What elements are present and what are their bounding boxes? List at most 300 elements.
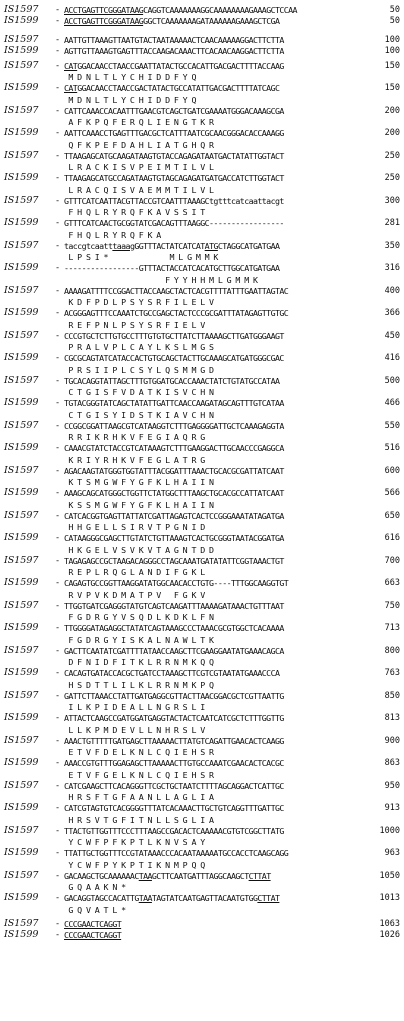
translation-row [0, 139, 404, 151]
sequence-label: IS1597 [4, 34, 39, 45]
nucleotide-sequence: TTGGTGATCGAGGGTATGTCAGTCAAGATTTAAAAGATAAACTGTTTAAT [64, 601, 284, 611]
sequence-label: IS1597 [4, 870, 39, 881]
position-number: 350 [384, 241, 400, 251]
translation-row [0, 724, 404, 736]
nucleotide-sequence: CATCACGGTGAGTTATTATCGATTAGAGTCACTCCGGGAAATATAGATGA [64, 511, 284, 521]
position-number: 150 [384, 83, 400, 94]
position-number: 800 [384, 646, 400, 656]
amino-acid-translation: E T V F D E L K N L C Q I E H S R [64, 747, 214, 758]
sequence-label: IS1597 [4, 600, 39, 611]
sequence-label: IS1597 [4, 60, 39, 71]
separator-dash: - [55, 5, 61, 15]
amino-acid-translation: F H Q L R Y R Q F K A V S S I T [64, 207, 205, 218]
separator-dash: - [55, 930, 61, 941]
amino-acid-translation: F G D R G Y I S K A L N A W L T K [64, 634, 214, 645]
separator-dash: - [55, 623, 61, 634]
sequence-label: IS1597 [4, 918, 39, 929]
sequence-row [0, 929, 404, 941]
separator-dash: - [55, 151, 61, 161]
amino-acid-translation: G Q A A K N * [64, 882, 126, 893]
translation-row [0, 71, 404, 83]
position-number: 50 [389, 5, 400, 15]
sequence-row [0, 330, 404, 342]
nucleotide-sequence: GATTCTTAAACCTATTGATGAGGCGTTACTTAACGGACGCTCGTTAATTG [64, 691, 284, 701]
amino-acid-translation: L P S I * M L G M M K [64, 252, 218, 263]
nucleotide-sequence [64, 15, 279, 27]
underlined-motif: ACCTGAGTTCGGGATAAG [64, 5, 144, 15]
translation-row [0, 454, 404, 466]
amino-acid-translation: K D F P D L P S Y S R F I L E L V [64, 297, 214, 308]
amino-acid-translation: K S S M G W F Y G F K L H A I I N [64, 499, 214, 510]
position-number: 300 [384, 196, 400, 206]
nucleotide-sequence [64, 60, 284, 72]
separator-dash: - [55, 556, 61, 566]
sequence-label: IS1599 [4, 487, 39, 499]
sequence-label: IS1599 [4, 45, 39, 57]
position-number: 750 [384, 601, 400, 611]
translation-row [0, 634, 404, 646]
position-number: 616 [384, 533, 400, 544]
sequence-label: IS1599 [4, 307, 39, 319]
translation-row [0, 116, 404, 128]
sequence-row [0, 4, 404, 16]
underlined-motif: CAT [64, 61, 78, 71]
position-number: 200 [384, 128, 400, 139]
nucleotide-sequence: AAAAGATTTTCCGGACTTACCAAGCTACTCACGTTTTATTTGAATTAGTAC [64, 286, 289, 296]
translation-row [0, 566, 404, 578]
amino-acid-translation: F H Q L R Y R Q F K A [64, 229, 161, 240]
position-number: 516 [384, 443, 400, 454]
sequence-label: IS1599 [4, 217, 39, 229]
sequence-label: IS1597 [4, 375, 39, 386]
sequence-row [0, 217, 404, 229]
separator-dash: - [55, 353, 61, 364]
translation-row [0, 274, 404, 286]
position-number: 1050 [379, 871, 400, 881]
amino-acid-translation: Y C W F P F K P T L K N V S A Y [64, 837, 205, 848]
amino-acid-translation: M D N L T L Y C H I D D F Y Q [64, 72, 196, 83]
amino-acid-translation: F Y Y H H M L G M M K [64, 274, 258, 285]
sequence-row [0, 757, 404, 769]
separator-dash: - [55, 16, 61, 27]
separator-dash: - [55, 196, 61, 206]
sequence-row [0, 510, 404, 522]
separator-dash: - [55, 601, 61, 611]
sequence-label: IS1599 [4, 929, 39, 941]
translation-row [0, 161, 404, 173]
separator-dash: - [55, 646, 61, 656]
sequence-row [0, 420, 404, 432]
amino-acid-translation: R E P L R Q G L A N D I F G K L [64, 567, 205, 578]
underlined-motif: CCCGAACTCAGGT [64, 919, 122, 929]
position-number: 450 [384, 331, 400, 341]
underlined-motif: ATG [204, 241, 218, 251]
sequence-label: IS1599 [4, 262, 39, 274]
nucleotide-sequence: ACGGGAGTTTCCAAATCTGCCGAGCTACTCCCGCGATTTATAGAGTTGTGC [64, 308, 289, 319]
translation-row [0, 296, 404, 308]
amino-acid-translation: E T V F G E L K N L C Q I E H S R [64, 769, 214, 780]
sequence-row [0, 577, 404, 589]
separator-dash: - [55, 128, 61, 139]
position-number: 100 [384, 46, 400, 57]
sequence-label: IS1599 [4, 757, 39, 769]
sequence-label: IS1597 [4, 150, 39, 161]
nucleotide-sequence [64, 4, 297, 16]
position-number: 863 [384, 758, 400, 769]
translation-row [0, 656, 404, 668]
nucleotide-sequence [64, 82, 279, 94]
amino-acid-translation: D F N I D F I T K L R R N M K Q Q [64, 657, 214, 668]
nucleotide-sequence: TAGAGAGCCGCTAAGACAGGGCCTAGCAAATGATATATTCGGTAAACTGT [64, 556, 284, 566]
underlined-motif: TAA [138, 893, 152, 904]
translation-row [0, 94, 404, 106]
position-number: 150 [384, 61, 400, 71]
amino-acid-translation: Y C W F P Y K P T I K N M P Q Q [64, 859, 205, 870]
sequence-row [0, 555, 404, 567]
sequence-label: IS1599 [4, 442, 39, 454]
translation-row [0, 499, 404, 511]
position-number: 713 [384, 623, 400, 634]
translation-row [0, 859, 404, 871]
separator-dash: - [55, 781, 61, 791]
sequence-label: IS1597 [4, 285, 39, 296]
translation-row [0, 319, 404, 331]
sequence-label: IS1599 [4, 127, 39, 139]
nucleotide-sequence [64, 870, 271, 882]
separator-dash: - [55, 691, 61, 701]
position-number: 913 [384, 803, 400, 814]
sequence-row [0, 45, 404, 57]
translation-row [0, 431, 404, 443]
sequence-row [0, 397, 404, 409]
separator-dash: - [55, 578, 61, 589]
nucleotide-sequence: TGTACGGGTATCAGCTATATTGATTCAACCAAGATAGCAGTTTGTCATAA [64, 398, 284, 409]
translation-row [0, 836, 404, 848]
amino-acid-translation: R R I K R H K V F E G I A Q R G [64, 432, 205, 443]
position-number: 281 [384, 218, 400, 229]
sequence-row [0, 307, 404, 319]
translation-row [0, 679, 404, 691]
position-number: 416 [384, 353, 400, 364]
sequence-label: IS1599 [4, 712, 39, 724]
nucleotide-sequence: -----------------GTTTACTACCATCACATGCTTGGCATGATGAA [64, 263, 280, 274]
underlined-motif: CCCGAACTCAGGT [64, 930, 122, 941]
underlined-motif: TAA [138, 871, 152, 881]
nucleotide-sequence: CCCGTGCTCTTGTGCCTTTGTGTGCTTATCTTAAAAGCTTGATGGGAAGT [64, 331, 284, 341]
separator-dash: - [55, 488, 61, 499]
sequence-label: IS1597 [4, 240, 39, 251]
sequence-label: IS1599 [4, 577, 39, 589]
nucleotide-sequence: CAAACGTATCTACCGTCATAAAGTCTTTGAAGGACTTGCAACCCGAGGCA [64, 443, 284, 454]
sequence-row [0, 892, 404, 904]
separator-dash: - [55, 466, 61, 476]
underlined-motif: CTTAT [248, 871, 271, 881]
position-number: 500 [384, 376, 400, 386]
sequence-label: IS1599 [4, 15, 39, 27]
position-number: 1013 [379, 893, 400, 904]
sequence-row [0, 150, 404, 162]
amino-acid-translation: H R S F T G F A A N L L A G L I A [64, 792, 214, 803]
separator-dash: - [55, 758, 61, 769]
nucleotide-sequence: CACAGTGATACCACGCTGATCCTAAAGCTTCGTCGTAATATGAAACCCA [64, 668, 280, 679]
sequence-label: IS1599 [4, 532, 39, 544]
position-number: 813 [384, 713, 400, 724]
sequence-label: IS1599 [4, 172, 39, 184]
nucleotide-sequence [64, 892, 279, 904]
separator-dash: - [55, 35, 61, 45]
amino-acid-translation: K T S M G W F Y G F K L H A I I N [64, 477, 214, 488]
sequence-segment: GGACAACCTAACCGAATTATACTGCCACATTGACGACTTTTACCAAG [77, 61, 284, 71]
translation-row [0, 701, 404, 713]
position-number: 466 [384, 398, 400, 409]
position-number: 650 [384, 511, 400, 521]
sequence-label: IS1599 [4, 847, 39, 859]
position-number: 963 [384, 848, 400, 859]
sequence-label: IS1597 [4, 195, 39, 206]
translation-row [0, 881, 404, 893]
underlined-motif: CAT [64, 83, 78, 94]
translation-row [0, 364, 404, 376]
translation-row [0, 791, 404, 803]
translation-row [0, 611, 404, 623]
nucleotide-sequence: AAAGCAGCATGGGCTGGTTCTATGGCTTTAAGCTGCACGCCATTATCAAT [64, 488, 284, 499]
sequence-row [0, 600, 404, 612]
translation-row [0, 521, 404, 533]
position-number: 100 [384, 35, 400, 45]
sequence-row [0, 847, 404, 859]
translation-row [0, 476, 404, 488]
amino-acid-translation: R E F P N L P S Y S R F I E L V [64, 319, 205, 330]
translation-row [0, 386, 404, 398]
sequence-label: IS1599 [4, 622, 39, 634]
sequence-row [0, 15, 404, 27]
separator-dash: - [55, 803, 61, 814]
nucleotide-sequence: TGCACAGGTATTAGCTTTGTGGATGCACCAAACTATCTGTATGCCATAA [64, 376, 280, 386]
nucleotide-sequence: CGCGCAGTATCATACCACTGTGCAGCTACTTGCAAAGCATGATGGGCGAC [64, 353, 284, 364]
nucleotide-sequence [64, 240, 279, 252]
amino-acid-translation: C T G I S Y I D S T K I A V C H N [64, 409, 214, 420]
amino-acid-translation: K R I Y R H K V F E G L A T R G [64, 454, 205, 465]
amino-acid-translation: L L K P M D E V L L N H R S L V [64, 724, 205, 735]
position-number: 950 [384, 781, 400, 791]
nucleotide-sequence: TTATTGCTGGTTTCCGTATAAACCCACAATAAAAATGCCACCTCAAGCAGG [64, 848, 289, 859]
translation-row [0, 206, 404, 218]
sequence-label: IS1597 [4, 105, 39, 116]
position-number: 663 [384, 578, 400, 589]
sequence-segment: GGACAACCTAACCGACTATACTGCCATATTGACGACTTTTATCAGC [77, 83, 280, 94]
separator-dash: - [55, 713, 61, 724]
sequence-row [0, 712, 404, 724]
position-number: 400 [384, 286, 400, 296]
amino-acid-translation: L R A C K I S V P E I M T I L V L [64, 162, 214, 173]
translation-row [0, 589, 404, 601]
nucleotide-sequence: TTGGGGATAGAGGCTATATCAGTAAAGCCCTAAACGCGTGGCTCACAAAA [64, 623, 284, 634]
separator-dash: - [55, 61, 61, 71]
underlined-motif: ACCTGAGTTCGGGATAAG [64, 16, 144, 27]
translation-row [0, 409, 404, 421]
translation-row [0, 746, 404, 758]
nucleotide-sequence: AAACCGTGTTTGGAGAGCTTAAAAACTTGTGCCAAATCGAACACTCACGC [64, 758, 284, 769]
sequence-label: IS1597 [4, 825, 39, 836]
amino-acid-translation: P R S I I P L C S Y L Q S M M G D [64, 364, 214, 375]
separator-dash: - [55, 919, 61, 929]
sequence-label: IS1597 [4, 555, 39, 566]
amino-acid-translation: G Q V A T L * [64, 904, 126, 915]
amino-acid-translation: H S D T T L I L K L R R N M K P Q [64, 679, 214, 690]
amino-acid-translation: H K G E L V S V K V T A G N T D D [64, 544, 214, 555]
separator-dash: - [55, 263, 61, 274]
nucleotide-sequence: CCGGCGGATTAAGCGTCATAAGGTCTTTGAGGGGATTGCTCAAAGAGGTA [64, 421, 284, 431]
sequence-label: IS1599 [4, 352, 39, 364]
translation-row [0, 251, 404, 263]
sequence-row [0, 870, 404, 882]
sequence-segment: GACAGGTAGCCACATTG [64, 893, 139, 904]
amino-acid-translation: L R A C Q I S V A E M M T I L V L [64, 184, 214, 195]
sequence-row [0, 622, 404, 634]
amino-acid-translation: P R A L V P L C A Y L K S L M G S [64, 342, 214, 353]
position-number: 1063 [379, 919, 400, 929]
position-number: 550 [384, 421, 400, 431]
amino-acid-translation: H H G E L L S I R V T P G N I D [64, 522, 205, 533]
sequence-row [0, 465, 404, 477]
nucleotide-sequence: CATTCAAACCACAATTTGAACGTCAGCTGATCGAAAATGGGACAAAGCGA [64, 106, 284, 116]
sequence-row [0, 667, 404, 679]
separator-dash: - [55, 241, 61, 251]
sequence-row [0, 240, 404, 252]
amino-acid-translation: M D N L T L Y C H I D D F Y Q [64, 94, 196, 105]
separator-dash: - [55, 511, 61, 521]
sequence-label: IS1597 [4, 735, 39, 746]
nucleotide-sequence: ATTACTCAAGCCGATGGATGAGGTACTACTCAATCATCGCTCTTTGGTTG [64, 713, 284, 724]
sequence-row [0, 172, 404, 184]
sequence-row [0, 195, 404, 207]
sequence-row [0, 34, 404, 46]
sequence-row [0, 442, 404, 454]
sequence-row [0, 105, 404, 117]
amino-acid-translation: Q F K P E F D A H L I A T G H Q R [64, 139, 214, 150]
sequence-row [0, 825, 404, 837]
sequence-segment: taccgtcaatt [64, 241, 113, 251]
separator-dash: - [55, 848, 61, 859]
nucleotide-sequence: GTTTCATCAATTACGTTACCGTCAATTTAAAGCtgtttcatcaattacgt [64, 196, 284, 206]
position-number: 1026 [379, 930, 400, 941]
separator-dash: - [55, 308, 61, 319]
sequence-row [0, 262, 404, 274]
sequence-row [0, 127, 404, 139]
separator-dash: - [55, 218, 61, 229]
separator-dash: - [55, 533, 61, 544]
position-number: 900 [384, 736, 400, 746]
sequence-label: IS1599 [4, 397, 39, 409]
sequence-label: IS1597 [4, 4, 39, 15]
separator-dash: - [55, 826, 61, 836]
sequence-segment: CTAGGCATGATGAA [217, 241, 280, 251]
amino-acid-translation: A F K P Q F E R Q L I E N G T K R [64, 117, 214, 128]
sequence-row [0, 532, 404, 544]
sequence-row [0, 60, 404, 72]
nucleotide-sequence: AATTGTTAAAGTTAATGTACTAATAAAAACTCAACAAAAAGGACTTCTTA [64, 35, 284, 45]
separator-dash: - [55, 46, 61, 57]
sequence-segment: GCTTCAATGATTTAGGCAAGCT [151, 871, 249, 881]
sequence-row [0, 487, 404, 499]
separator-dash: - [55, 736, 61, 746]
nucleotide-sequence: CATCGAAGCTTCACAGGGTTCGCTGCTAATCTTTTAGCAGGACTCATTGC [64, 781, 284, 791]
separator-dash: - [55, 376, 61, 386]
amino-acid-translation: R V P V K D M A T P V F G K V [64, 589, 205, 600]
nucleotide-sequence [64, 918, 121, 930]
sequence-segment: GGTTTACTATCATCAT [134, 241, 205, 251]
nucleotide-sequence: CATAAGGGCGAGCTTGTATCTGTTAAAGTCACTGCGGGTAATACGGATGA [64, 533, 284, 544]
sequence-label: IS1597 [4, 420, 39, 431]
position-number: 250 [384, 151, 400, 161]
nucleotide-sequence: TTACTGTTGGTTTCCCTTTAAGCCGACACTCAAAAACGTGTCGGCTTATG [64, 826, 284, 836]
nucleotide-sequence: CAGAGTGCCGGTTAAGGATATGGCAACACCTGTG----TTTGGCAAGGTGT [64, 578, 289, 589]
separator-dash: - [55, 106, 61, 116]
sequence-row [0, 645, 404, 657]
sequence-row [0, 82, 404, 94]
amino-acid-translation: C T G I S F V D A T K I S V C H N [64, 387, 214, 398]
sequence-row [0, 352, 404, 364]
position-number: 763 [384, 668, 400, 679]
sequence-row [0, 690, 404, 702]
separator-dash: - [55, 893, 61, 904]
sequence-label: IS1599 [4, 802, 39, 814]
nucleotide-sequence: GTTTCATCAACTGCGGTATCGACAGTTTAAGGC----------------- [64, 218, 284, 229]
sequence-row [0, 375, 404, 387]
nucleotide-sequence: AATTCAAACCTGAGTTTGACGCTCATTTAATCGCAACGGGACACCAAAGG [64, 128, 284, 139]
separator-dash: - [55, 331, 61, 341]
sequence-label: IS1597 [4, 465, 39, 476]
nucleotide-sequence: TTAAGAGCATGCAAGATAAGTGTACCAGAGATAATGACTATATTGGTACT [64, 151, 284, 161]
separator-dash: - [55, 83, 61, 94]
sequence-row [0, 802, 404, 814]
translation-row [0, 544, 404, 556]
sequence-segment: GGCTCAAAAAAAGATAAAAAAGAAAGCTCGA [143, 16, 280, 27]
sequence-label: IS1597 [4, 690, 39, 701]
nucleotide-sequence [64, 929, 121, 941]
underlined-motif: taaag [112, 241, 135, 251]
sequence-segment: TAGTATCAATGAGTTACAATGTGG [151, 893, 258, 904]
translation-row [0, 341, 404, 353]
translation-row [0, 814, 404, 826]
position-number: 200 [384, 106, 400, 116]
amino-acid-translation: I L K P I D E A L L N G R S L I [64, 702, 205, 713]
separator-dash: - [55, 443, 61, 454]
sequence-row [0, 780, 404, 792]
nucleotide-sequence: GACTTCAATATCGATTTTATAACCAAGCTTCGAAGGAATATGAAACAGCA [64, 646, 284, 656]
sequence-label: IS1599 [4, 892, 39, 904]
sequence-label: IS1599 [4, 82, 39, 94]
sequence-row [0, 735, 404, 747]
nucleotide-sequence: AGACAAGTATGGGTGGTATTTACGGATTTAAACTGCACGCGATTATCAAT [64, 466, 284, 476]
separator-dash: - [55, 398, 61, 409]
nucleotide-sequence: CATCGTAGTGTCACGGGGTTTATCACAAACTTGCTGTCAGGTTTGATTGC [64, 803, 284, 814]
position-number: 366 [384, 308, 400, 319]
sequence-row [0, 918, 404, 930]
separator-dash: - [55, 668, 61, 679]
sequence-segment: CAGGTCAAAAAAAGGCAAAAAAAAGAAAGCTCCAA [143, 5, 297, 15]
nucleotide-sequence: AAACTGTTTTTGATGAGCTTAAAAACTTATGTCAGATTGAACACTCAAGG [64, 736, 284, 746]
amino-acid-translation: F G D R G Y V S Q D L K D K L F N [64, 612, 214, 623]
position-number: 1000 [379, 826, 400, 836]
separator-dash: - [55, 286, 61, 296]
position-number: 250 [384, 173, 400, 184]
sequence-label: IS1597 [4, 645, 39, 656]
nucleotide-sequence: TTAAGAGCATGCCAGATAAGTGTAGCAGAGATGATGACCATCTTGGTACT [64, 173, 284, 184]
sequence-row [0, 285, 404, 297]
position-number: 566 [384, 488, 400, 499]
sequence-label: IS1599 [4, 667, 39, 679]
